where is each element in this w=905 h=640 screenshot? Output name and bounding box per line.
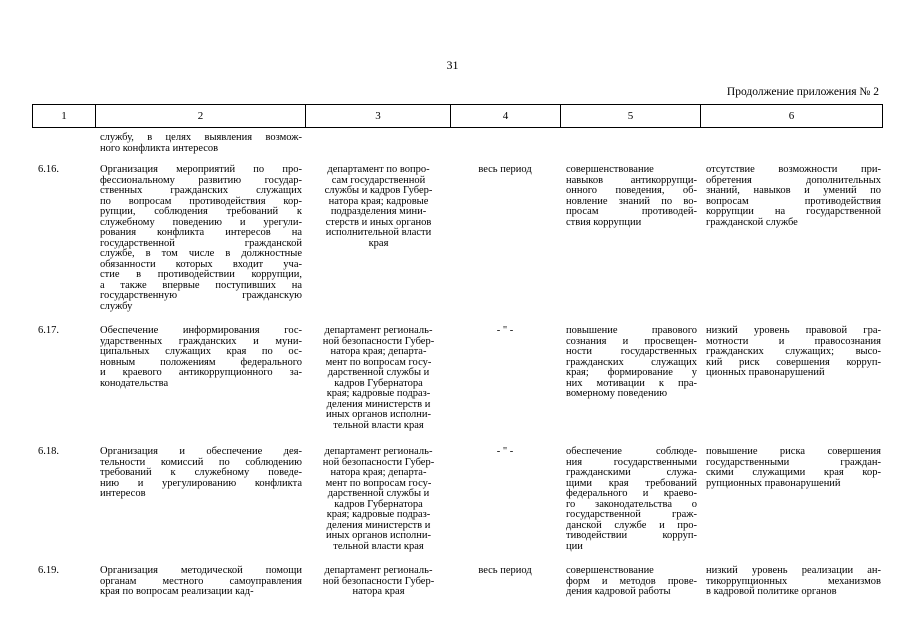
risk-text-line: коррупции на государственной	[706, 206, 881, 217]
measure-text-line: службу	[100, 300, 133, 312]
executor-text-line: иных органов исполни-	[325, 530, 432, 541]
result-text	[566, 447, 697, 552]
executor-text-line: натора края; кадровые	[328, 195, 429, 207]
result-text-line: гражданскими служа-	[566, 467, 697, 478]
result-text-line: них мотивации к пра-	[566, 377, 697, 389]
result-text-line: края; формирование у	[566, 367, 697, 378]
risk-text-line: гражданской службе	[706, 216, 798, 228]
result-text-line: федерального и краево-	[566, 488, 697, 499]
result-text-line: ности государственных	[566, 346, 697, 357]
risk-text-line: кий риск совершения корруп-	[706, 356, 881, 368]
risk-text	[706, 165, 881, 228]
executor-text-line: тельной власти края	[333, 419, 424, 431]
column-header-row	[33, 105, 883, 128]
measure-text-line: ципальных служащих края по ос-	[100, 346, 302, 357]
executor-text-line: мент по вопросам госу-	[325, 477, 432, 489]
result-text-line: ствия коррупции	[566, 216, 642, 228]
measure-text-line: конодательства	[100, 377, 169, 389]
result-text-line: го законодательства о	[566, 498, 697, 510]
executor-text-line: деления министерств и	[326, 519, 431, 531]
measure-text-line: ударственных гражданских и муни-	[100, 335, 302, 347]
carry-over-line: службу, в целях выявления возмож-	[100, 132, 302, 143]
risk-text-line: низкий уровень правовой гра-	[706, 325, 881, 336]
measure-text-line: новным положениям федерального	[100, 356, 302, 368]
executor-text-line: департамент региональ-	[324, 565, 433, 576]
risk-text-line: тикоррупционных механизмов	[706, 575, 881, 587]
measure-text-line: а также впервые поступивших на	[100, 279, 302, 291]
column-header: 2	[96, 105, 306, 128]
executor-text-line: ной безопасности Губер-	[322, 456, 435, 468]
period-text: - " -	[496, 325, 514, 336]
result-text-line: ции	[566, 540, 583, 552]
result-text-line: тиводействии корруп-	[566, 530, 697, 541]
result-text-line: сознания и просвещен-	[566, 335, 697, 347]
executor-text-line: сам государственной	[331, 174, 426, 186]
executor-text-line: края	[368, 237, 389, 249]
executor-text-line: стерств и иных органов	[325, 216, 432, 228]
measure-text-line: Организация методической помощи	[100, 565, 302, 576]
measure-text-line: требований к служебному поведе-	[100, 467, 302, 478]
result-text	[566, 566, 697, 598]
measure-text-line: фессиональному развитию государ-	[100, 174, 302, 186]
risk-text-line: в кадровой политике органов	[706, 586, 837, 597]
column-header: 4	[451, 105, 561, 128]
period-text: весь период	[478, 164, 532, 175]
measure-text-line: государственной гражданской	[100, 237, 302, 249]
executor-text-line: департамент региональ-	[324, 325, 433, 336]
measure-text-line: Обеспечение информирования гос-	[100, 325, 302, 336]
row-number: 6.16.	[38, 164, 59, 175]
period-text: весь период	[478, 565, 532, 576]
carry-over-line: ного конфликта интересов	[100, 142, 219, 154]
measure-text-line: и краевого антикоррупционного за-	[100, 367, 302, 378]
row-number: 6.17.	[38, 325, 59, 336]
measure-text	[100, 165, 302, 312]
measure-text-line: обязанности которых входит уча-	[100, 258, 302, 270]
result-text-line: вомерному поведению	[566, 388, 668, 399]
row-number: 6.19.	[38, 565, 59, 576]
row-number: 6.18.	[38, 446, 59, 457]
result-text-line: государственной граж-	[566, 509, 697, 520]
executor-text-line: дарственной службы и	[327, 488, 430, 499]
risk-text-line: скими служащими края кор-	[706, 467, 881, 478]
measure-text	[100, 447, 302, 500]
risk-text-line: вопросам противодействия	[706, 195, 881, 207]
result-text-line: ния государственными	[566, 456, 697, 468]
result-text-line: просам противодей-	[566, 206, 697, 217]
column-header: 3	[306, 105, 451, 128]
executor-text	[312, 165, 445, 249]
column-header-table	[32, 104, 883, 128]
executor-text-line: департамент по вопро-	[327, 164, 430, 175]
result-text-line: обеспечение соблюде-	[566, 446, 697, 457]
risk-text-line: рупционных правонарушений	[706, 477, 841, 489]
risk-text	[706, 326, 881, 379]
measure-text-line: интересов	[100, 488, 146, 499]
executor-text-line: исполнительной власти	[325, 227, 432, 238]
executor-text-line: дарственной службы и	[327, 367, 430, 378]
executor-text-line: края; кадровые подраз-	[326, 388, 431, 399]
continuation-label: Продолжение приложения № 2	[726, 86, 879, 98]
page-number: 31	[446, 58, 459, 72]
executor-text	[312, 447, 445, 552]
measure-text-line: нию и урегулированию конфликта	[100, 477, 302, 489]
executor-text-line: мент по вопросам госу-	[325, 356, 432, 368]
executor-text-line: деления министерств и	[326, 398, 431, 410]
risk-text-line: повышение риска совершения	[706, 446, 881, 457]
result-text-line: гражданских служащих	[566, 356, 697, 368]
risk-text-line: отсутствие возможности при-	[706, 164, 881, 175]
result-text	[566, 165, 697, 228]
period-text: - " -	[496, 446, 514, 457]
result-text-line: совершенствование	[566, 565, 654, 576]
measure-text-line: рупции, соблюдения требований к	[100, 206, 302, 217]
result-text-line: повышение правового	[566, 325, 697, 336]
measure-text-line: Организация мероприятий по про-	[100, 164, 302, 175]
executor-text-line: натора края	[352, 586, 405, 597]
executor-text-line: иных органов исполни-	[325, 409, 432, 420]
executor-text-line: кадров Губернатора	[334, 498, 423, 510]
executor-text-line: подразделения мини-	[330, 206, 427, 217]
risk-text-line: низкий уровень реализации ан-	[706, 565, 881, 576]
measure-text-line: Организация и обеспечение дея-	[100, 446, 302, 457]
measure-text-line: органам местного самоуправления	[100, 575, 302, 587]
column-header: 6	[701, 105, 883, 128]
executor-text-line: натора края; департа-	[330, 467, 427, 478]
measure-text	[100, 566, 302, 598]
executor-text	[312, 566, 445, 598]
executor-text-line: департамент региональ-	[324, 446, 433, 457]
risk-text-line: знаний, навыков и умений по	[706, 185, 881, 196]
measure-text-line: рования конфликта интересов на	[100, 227, 302, 238]
measure-text-line: тельности комиссий по соблюдению	[100, 456, 302, 468]
result-text	[566, 326, 697, 400]
risk-text-line: мотности и правосознания	[706, 335, 881, 347]
executor-text-line: тельной власти края	[333, 540, 424, 552]
result-text-line: онного поведения, об-	[566, 185, 697, 196]
measure-text-line: по вопросам противодействия кор-	[100, 195, 302, 207]
executor-text-line: ной безопасности Губер-	[322, 575, 435, 587]
measure-text-line: служебному поведению и урегули-	[100, 216, 302, 228]
measure-text	[100, 326, 302, 389]
risk-text-line: государственными граждан-	[706, 456, 881, 468]
result-text-line: навыков антикоррупци-	[566, 174, 697, 186]
risk-text-line: обретения дополнительных	[706, 174, 881, 186]
executor-text	[312, 326, 445, 431]
executor-text-line: натора края; департа-	[330, 346, 427, 357]
result-text-line: новление знаний по во-	[566, 195, 697, 207]
carry-over	[100, 133, 302, 154]
result-text-line: дения кадровой работы	[566, 586, 671, 597]
risk-text-line: ционных правонарушений	[706, 367, 825, 378]
column-header: 5	[561, 105, 701, 128]
result-text-line: совершенствование	[566, 164, 654, 175]
executor-text-line: края; кадровые подраз-	[326, 509, 431, 520]
result-text-line: данской службе и про-	[566, 519, 697, 531]
risk-text	[706, 447, 881, 489]
risk-text	[706, 566, 881, 598]
risk-text-line: гражданских служащих; высо-	[706, 346, 881, 357]
result-text-line: щими края требований	[566, 477, 697, 489]
executor-text-line: кадров Губернатора	[334, 377, 423, 389]
measure-text-line: государственную гражданскую	[100, 290, 302, 301]
measure-text-line: края по вопросам реализации кад-	[100, 586, 254, 597]
measure-text-line: ственных гражданских служащих	[100, 185, 302, 196]
result-text-line: форм и методов прове-	[566, 575, 697, 587]
executor-text-line: ной безопасности Губер-	[322, 335, 435, 347]
measure-text-line: стие в противодействии коррупции,	[100, 269, 302, 280]
column-header: 1	[33, 105, 96, 128]
measure-text-line: службе, в том числе в должностные	[100, 248, 302, 259]
executor-text-line: службы и кадров Губер-	[324, 185, 433, 196]
